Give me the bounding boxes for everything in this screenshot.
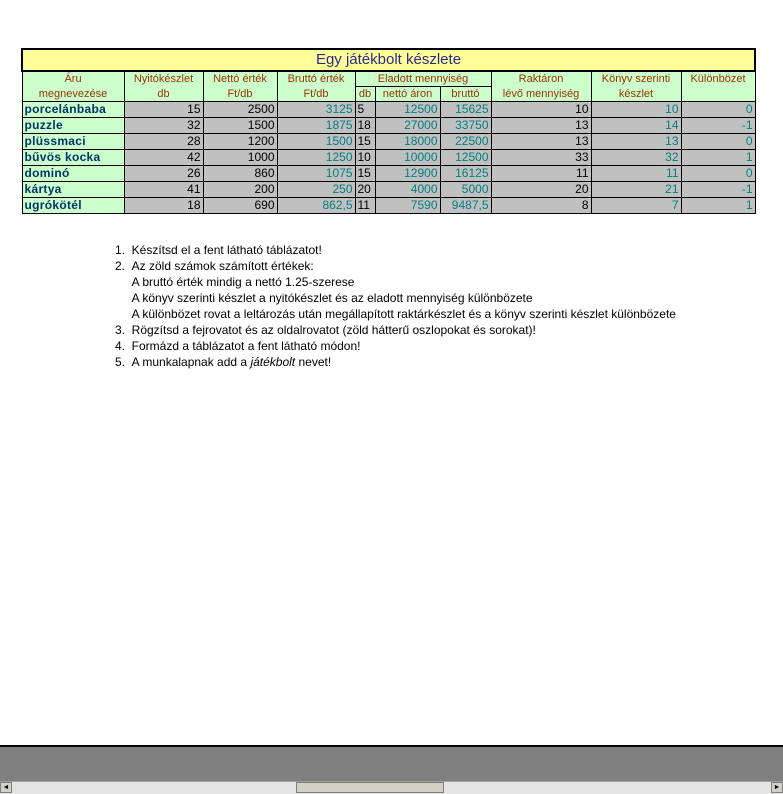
cell-diff[interactable]: 0 <box>681 102 755 118</box>
header-net-top[interactable]: Nettó érték <box>203 71 277 87</box>
inventory-table <box>21 48 756 214</box>
table-row <box>22 118 755 134</box>
cell-stock[interactable]: 33 <box>491 150 591 166</box>
cell-gross[interactable]: 1075 <box>277 166 355 182</box>
cell-book[interactable]: 13 <box>591 134 681 150</box>
header-sold[interactable]: Eladott mennyiség <box>355 71 491 87</box>
cell-opening[interactable]: 15 <box>124 102 203 118</box>
cell-net[interactable]: 1500 <box>203 118 277 134</box>
cell-sold-gross[interactable]: 12500 <box>440 150 491 166</box>
cell-name[interactable]: ugrókötél <box>22 198 124 214</box>
cell-stock[interactable]: 10 <box>491 102 591 118</box>
cell-name[interactable]: kártya <box>22 182 124 198</box>
cell-book[interactable]: 21 <box>591 182 681 198</box>
table-row <box>22 134 755 150</box>
cell-opening[interactable]: 26 <box>124 166 203 182</box>
scroll-right-icon[interactable]: ► <box>771 782 783 793</box>
cell-name[interactable]: plüssmaci <box>22 134 124 150</box>
cell-opening[interactable]: 42 <box>124 150 203 166</box>
cell-opening[interactable]: 18 <box>124 198 203 214</box>
cell-sold-gross[interactable]: 9487,5 <box>440 198 491 214</box>
cell-sold-net[interactable]: 10000 <box>375 150 440 166</box>
cell-sold-db[interactable]: 15 <box>355 134 375 150</box>
header-sold-net[interactable]: nettó áron <box>375 87 440 102</box>
cell-net[interactable]: 2500 <box>203 102 277 118</box>
cell-stock[interactable]: 13 <box>491 118 591 134</box>
instruction-2b: A könyv szerinti készlet a nyitókészlet és az eladott mennyiség különbözete <box>131 291 533 305</box>
cell-opening[interactable]: 32 <box>124 118 203 134</box>
cell-stock[interactable]: 8 <box>491 198 591 214</box>
instruction-2c: A különbözet rovat a leltározás után megállapított raktárkészlet és a könyv szerinti készlet különbözete <box>131 307 676 321</box>
cell-stock[interactable]: 11 <box>491 166 591 182</box>
table-row <box>22 102 755 118</box>
instruction-2a: A bruttó érték mindig a nettó 1.25-szerese <box>131 275 355 289</box>
cell-sold-gross[interactable]: 15625 <box>440 102 491 118</box>
header-book-bottom[interactable]: készlet <box>591 87 681 102</box>
cell-opening[interactable]: 28 <box>124 134 203 150</box>
cell-diff[interactable]: -1 <box>681 118 755 134</box>
header-gross-top[interactable]: Bruttó érték <box>277 71 355 87</box>
cell-name[interactable]: porcelánbaba <box>22 102 124 118</box>
cell-diff[interactable]: 1 <box>681 198 755 214</box>
cell-gross[interactable]: 1875 <box>277 118 355 134</box>
cell-sold-net[interactable]: 12500 <box>375 102 440 118</box>
cell-sold-net[interactable]: 4000 <box>375 182 440 198</box>
cell-book[interactable]: 14 <box>591 118 681 134</box>
cell-gross[interactable]: 1500 <box>277 134 355 150</box>
scroll-left-icon[interactable]: ◄ <box>0 782 12 793</box>
cell-sold-net[interactable]: 18000 <box>375 134 440 150</box>
gray-area <box>0 745 783 783</box>
cell-name[interactable]: dominó <box>22 166 124 182</box>
header-stock-bottom[interactable]: lévő mennyiség <box>491 87 591 102</box>
instruction-3: 3. Rögzítsd a fejrovatot és az oldalrovatot (zöld hátterű oszlopokat és sorokat)! <box>114 323 536 337</box>
cell-diff[interactable]: 0 <box>681 166 755 182</box>
cell-sold-net[interactable]: 12900 <box>375 166 440 182</box>
cell-sold-gross[interactable]: 33750 <box>440 118 491 134</box>
table-row <box>22 166 755 182</box>
header-opening-top[interactable]: Nyitókészlet <box>124 71 203 87</box>
header-book-top[interactable]: Könyv szerinti <box>591 71 681 87</box>
cell-sold-net[interactable]: 7590 <box>375 198 440 214</box>
header-diff[interactable]: Különbözet <box>681 71 755 102</box>
cell-sold-db[interactable]: 5 <box>355 102 375 118</box>
instruction-4: 4. Formázd a táblázatot a fent látható módon! <box>114 339 361 353</box>
cell-net[interactable]: 1000 <box>203 150 277 166</box>
header-stock-top[interactable]: Raktáron <box>491 71 591 87</box>
table-row <box>22 198 755 214</box>
cell-stock[interactable]: 20 <box>491 182 591 198</box>
cell-diff[interactable]: 1 <box>681 150 755 166</box>
header-opening-bottom[interactable]: db <box>124 87 203 102</box>
cell-sold-db[interactable]: 11 <box>355 198 375 214</box>
header-gross-bottom[interactable]: Ft/db <box>277 87 355 102</box>
cell-diff[interactable]: 0 <box>681 134 755 150</box>
sheet-name-emphasis: játékbolt <box>250 355 296 369</box>
cell-net[interactable]: 860 <box>203 166 277 182</box>
cell-net[interactable]: 690 <box>203 198 277 214</box>
cell-book[interactable]: 11 <box>591 166 681 182</box>
header-name-bottom[interactable]: megnevezése <box>22 87 124 102</box>
cell-sold-db[interactable]: 18 <box>355 118 375 134</box>
cell-name[interactable]: bűvös kocka <box>22 150 124 166</box>
cell-sold-gross[interactable]: 22500 <box>440 134 491 150</box>
cell-book[interactable]: 10 <box>591 102 681 118</box>
scroll-thumb[interactable] <box>296 782 444 793</box>
instructions-list <box>107 242 676 370</box>
header-net-bottom[interactable]: Ft/db <box>203 87 277 102</box>
cell-net[interactable]: 200 <box>203 182 277 198</box>
cell-sold-gross[interactable]: 16125 <box>440 166 491 182</box>
instruction-2: 2. Az zöld számok számított értékek: <box>114 259 314 273</box>
cell-opening[interactable]: 41 <box>124 182 203 198</box>
cell-sold-db[interactable]: 20 <box>355 182 375 198</box>
cell-sold-db[interactable]: 10 <box>355 150 375 166</box>
cell-gross[interactable]: 1250 <box>277 150 355 166</box>
cell-stock[interactable]: 13 <box>491 134 591 150</box>
cell-gross[interactable]: 862,5 <box>277 198 355 214</box>
horizontal-scrollbar[interactable] <box>0 781 783 794</box>
cell-sold-net[interactable]: 27000 <box>375 118 440 134</box>
header-sold-db[interactable]: db <box>355 87 375 102</box>
table-row <box>22 150 755 166</box>
cell-sold-gross[interactable]: 5000 <box>440 182 491 198</box>
table-title[interactable]: Egy játékbolt készlete <box>22 49 755 71</box>
cell-sold-db[interactable]: 15 <box>355 166 375 182</box>
cell-book[interactable]: 32 <box>591 150 681 166</box>
cell-diff[interactable]: -1 <box>681 182 755 198</box>
cell-net[interactable]: 1200 <box>203 134 277 150</box>
header-name-top[interactable]: Áru <box>22 71 124 87</box>
cell-gross[interactable]: 250 <box>277 182 355 198</box>
cell-gross[interactable]: 3125 <box>277 102 355 118</box>
cell-name[interactable]: puzzle <box>22 118 124 134</box>
header-sold-gross[interactable]: bruttó <box>440 87 491 102</box>
instruction-1: 1. Készítsd el a fent látható táblázatot! <box>114 243 322 257</box>
cell-book[interactable]: 7 <box>591 198 681 214</box>
instruction-5: 5. A munkalapnak add a játékbolt nevet! <box>114 355 332 369</box>
table-row <box>22 182 755 198</box>
